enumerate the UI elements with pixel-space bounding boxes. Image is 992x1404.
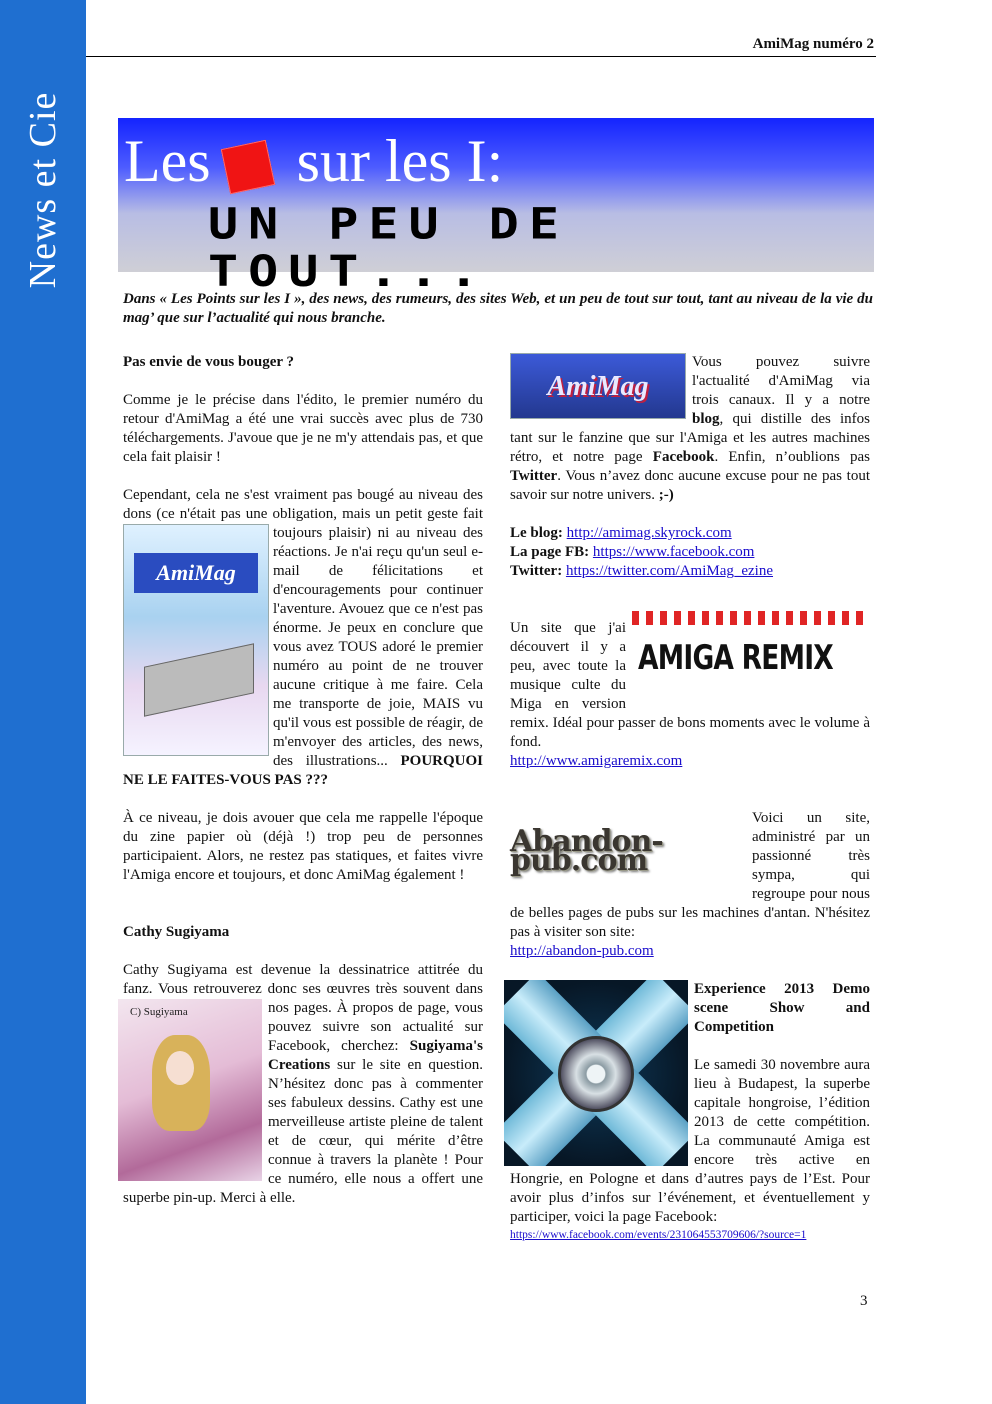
remix-logo-text: AMIGA REMIX <box>638 638 833 678</box>
banner-subtitle: UN PEU DE TOUT... <box>208 199 569 297</box>
paragraph: Cathy Sugiyama est devenue la dessinatrice attitrée du fanz. Vous retrouverez donc ses œuvres très souvent dans nos pages. À propos de page, vous pouvez suivre son actualité sur Facebook, cherchez: Sugiyama's Creations sur le site en question. N’hésitez donc pas à commenter ses fabuleux dessins. Cathy est une merveilleuse artiste pleine de talent et de cœur, qui mérite d’être connue à travers la planète ! Pour ce numéro, elle nous a offert une superbe pin-up. Merci à elle. <box>123 962 483 1206</box>
article-intro: Dans « Les Points sur les I », des news, des rumeurs, des sites Web, et un peu de tout sur tout, tant au niveau de la vie du mag’ que sur l’actualité qui nous branche. <box>123 291 873 326</box>
section-heading: Pas envie de vous bouger ? <box>123 354 294 370</box>
facebook-link[interactable]: https://www.facebook.com <box>592 544 755 560</box>
paragraph: Cependant, cela ne s'est vraiment pas bougé au niveau des dons (ce n'était pas une obligation, mais un petit geste fait toujours plaisir) ni au niveau des réactions. Je n'ai reçu qu'un seul e-mail de félicitations et d'encouragements pour continuer l'aventure. Avouez que ce n'est pas énorme. Je peux en conclure que vous avez TOUS adoré le premier numéro au point de ne trouver aucune critique à me faire. Cela me transporte de joie, MAIS vu qu'il vous est possible de réagir, de m'envoyer des articles, des news, des illustrations... POURQUOI NE LE FAITES-VOUS PAS ??? <box>123 487 483 788</box>
computer-icon <box>144 643 254 716</box>
section-heading: Experience 2013 Demo scene Show and Competition <box>694 981 870 1035</box>
amigaremix-link[interactable]: http://www.amigaremix.com <box>510 753 683 769</box>
blog-link[interactable]: http://amimag.skyrock.com <box>566 525 732 541</box>
magazine-header: AmiMag numéro 2 <box>752 36 874 52</box>
amimag-cover-image <box>123 524 269 756</box>
right-column <box>510 353 870 1243</box>
page-number: 3 <box>860 1293 868 1309</box>
amiga-remix-logo <box>632 611 870 695</box>
facebook-page-name: Sugiyama's Creations <box>268 1038 483 1073</box>
abandon-pub-logo: Abandon-pub.com <box>510 824 663 878</box>
article-banner <box>118 118 874 297</box>
paragraph: Un site que j'ai découvert il y a peu, avec toute la musique culte du Miga en version remix. Idéal pour passer de bons moments avec le volume à fond. <box>510 620 870 750</box>
call-to-action: POURQUOI NE LE FAITES-VOUS PAS ??? <box>123 753 483 788</box>
header-rule <box>86 56 876 57</box>
x-hub-shape <box>558 1036 634 1112</box>
checkerboard-strip <box>632 611 870 625</box>
pinup-illustration <box>118 999 262 1181</box>
paragraph: Comme je le précise dans l'édito, le premier numéro du retour d'AmiMag a été une vrai succès avec plus de 730 téléchargements. J'avoue que je ne m'y attendais pas, et que cela fait plaisir ! <box>123 392 483 465</box>
abandon-pub-link[interactable]: http://abandon-pub.com <box>510 943 654 959</box>
paragraph: Voici un site, administré par un passionné très sympa, qui regroupe pour nous de belles pages de pubs sur les machines d'antan. N'hésitez pas à visiter son site: <box>510 810 870 940</box>
image-caption: C) Sugiyama <box>130 1006 188 1018</box>
facebook-event-link[interactable]: https://www.facebook.com/events/231064553709606/?source=1 <box>510 1229 807 1241</box>
red-dot-icon <box>220 140 275 195</box>
left-column <box>123 353 483 1208</box>
twitter-link[interactable]: https://twitter.com/AmiMag_ezine <box>565 563 774 579</box>
banner-title-right: sur les I: <box>296 128 504 194</box>
link-row-twitter: Twitter: https://twitter.com/AmiMag_ezine <box>510 563 774 579</box>
paragraph: À ce niveau, je dois avouer que cela me rappelle l'époque du zine papier où (déjà !) trop peu de personnes participaient. Alors, ne restez pas statiques, et faites vivre l'Amiga encore et toujours, et donc AmiMag également ! <box>123 810 483 883</box>
section-label: News et Cie <box>22 91 64 289</box>
section-sidebar <box>0 0 86 1404</box>
paragraph: Vous pouvez suivre l'actualité d'AmiMag via trois canaux. Il y a notre blog, qui distille des infos tant sur le fanzine que sur l'Amiga et les autres machines rétro, et notre page Facebook. Enfin, n’oublions pas Twitter. Vous n’avez donc aucune excuse pour ne pas tout savoir sur notre univers. ;-) <box>510 354 870 503</box>
banner-title-left: Les <box>124 128 211 194</box>
banner-title <box>124 126 503 196</box>
section-heading: Cathy Sugiyama <box>123 924 230 940</box>
paragraph: Le samedi 30 novembre aura lieu à Budapest, la superbe capitale hongroise, l’édition 2013 de cette compétition. La communauté Amiga est encore très active en Hongrie, en Pologne et dans d’autres pays de l’Est. Pour avoir plus d’infos sur l’événement, et éventuellement y participer, voici la page Facebook: <box>510 1057 870 1225</box>
cover-title: AmiMag <box>134 553 258 593</box>
amimag-logo: AmiMag <box>510 353 686 419</box>
link-row-facebook: La page FB: https://www.facebook.com <box>510 544 755 560</box>
face-shape <box>166 1051 194 1085</box>
link-row-blog: Le blog: http://amimag.skyrock.com <box>510 525 732 541</box>
experience-x-logo <box>504 980 688 1166</box>
